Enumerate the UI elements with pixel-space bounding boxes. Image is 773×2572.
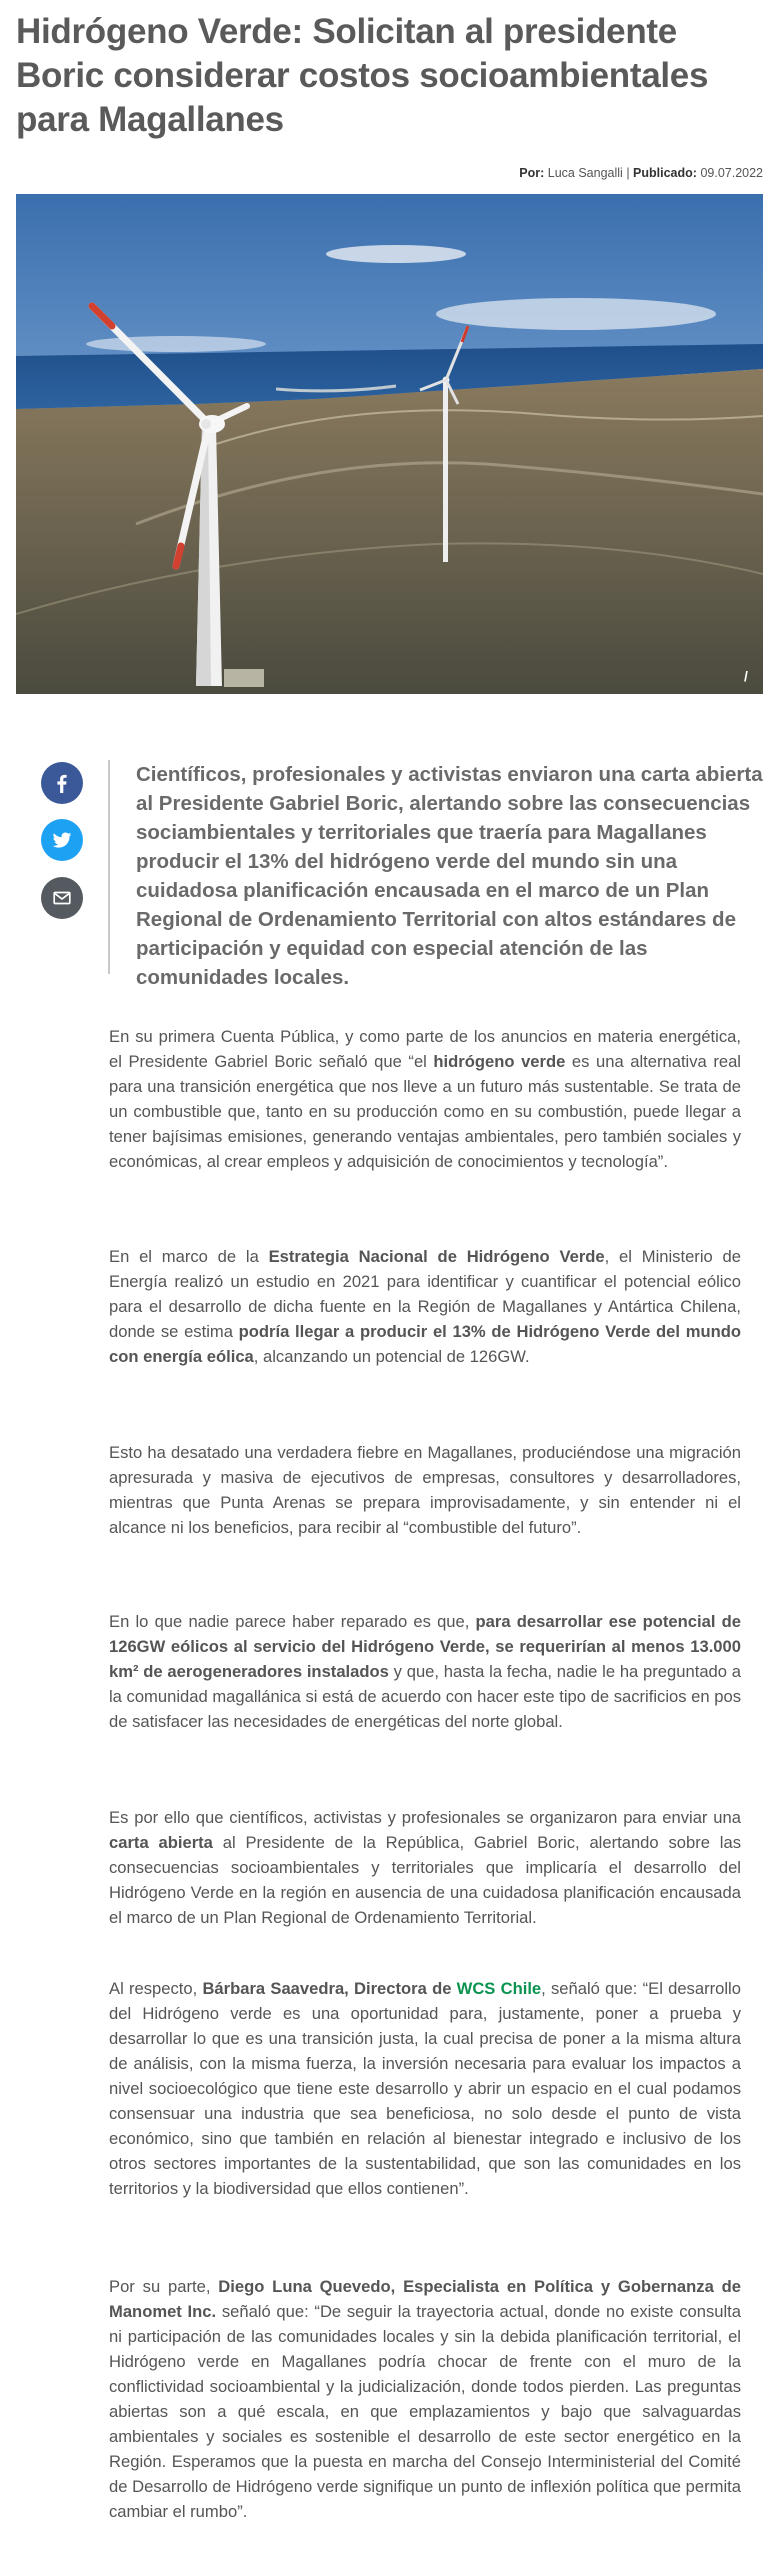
bold-run: para desarrollar ese potencial de 126GW eólicos al servicio del Hidrógeno Verde, se requerirían al menos 13.000 km² de aerogeneradores instalados <box>109 1612 741 1681</box>
paragraph-5 <box>109 1805 741 1930</box>
text-run: , señaló que: “El desarrollo del Hidrógeno verde es una oportunidad para, justamente, poner a prueba y desarrollar lo que es una transición justa, la cual precisa de poner a la misma altura de análisis, con la misma fuerza, la inversión necesaria para evaluar los impactos a nivel socioecológico que tiene este desarrollo y abrir un espacio en el cual podamos consensuar una industria que sea beneficiosa, no solo desde el punto de vista económico, sino que también en relación al bienestar integrado e inclusivo de los otros sectores importantes de la sustentabilidad, que son las comunidades en los territorios y la biodiversidad que ellos contienen”. <box>109 1979 741 2198</box>
article-title: Hidrógeno Verde: Solicitan al presidente Boric considerar costos socioambientales para Magallanes <box>16 12 709 139</box>
byline-separator: | <box>626 166 630 180</box>
text-run: Es por ello que científicos, activistas y profesionales se organizaron para enviar una <box>109 1808 741 1827</box>
facebook-share-button[interactable] <box>41 762 83 804</box>
author-label: Por: <box>519 166 545 180</box>
paragraph-6 <box>109 1976 741 2201</box>
byline <box>519 166 763 180</box>
lead-text: Científicos, profesionales y activistas enviaron una carta abierta al Presidente Gabriel Boric, alertando sobre las consecuencias sociambientales y territoriales que traería para Magallanes producir el 13% del hidrógeno verde del mundo sin una cuidadosa planificación encausada en el marco de un Plan Regional de Ordenamiento Territorial con altos estándares de participación y equidad con especial atención de las comunidades locales. <box>136 763 763 989</box>
twitter-share-button[interactable] <box>41 819 83 861</box>
text-run: señaló que: “De seguir la trayectoria actual, donde no existe consulta ni participación de las comunidades locales y sin la debida planificación territorial, el Hidrógeno verde en Magallanes podría chocar de frente con el muro de la conflictividad socioambiental y la judicialización, donde todos pierden. Las preguntas abiertas son a qué escala, en que emplazamientos y bajo que salvaguardas ambientales y sociales es sostenible el desarrollo de este sector energético en la Región. Esperamos que la puesta en marcha del Consejo Interministerial del Comité de Desarrollo de Hidrógeno verde signifique un punto de inflexión política que permita cambiar el rumbo”. <box>109 2302 741 2521</box>
text-run: al Presidente de la República, Gabriel Boric, alertando sobre las consecuencias socioambientales y territoriales que implicaría el desarrollo del Hidrógeno Verde en la región en ausencia de una cuidadosa planificación encausada el marco de un Plan Regional de Ordenamiento Territorial. <box>109 1833 742 1927</box>
text-run: Por su parte, <box>109 2277 219 2296</box>
email-share-button[interactable] <box>41 877 83 919</box>
paragraph-1 <box>109 1024 741 1174</box>
text-run: Al respecto, <box>109 1979 203 1998</box>
bold-run: Diego Luna Quevedo, Especialista en Política y Gobernanza de Manomet Inc. <box>109 2277 741 2321</box>
text-run: En su primera Cuenta Pública, y como parte de los anuncios en materia energética, el Presidente Gabriel Boric señaló que “el <box>109 1027 741 1071</box>
bold-run: Estrategia Nacional de Hidrógeno Verde <box>268 1247 605 1266</box>
text-run: , el Ministerio de Energía realizó un estudio en 2021 para identificar y cuantificar el potencial eólico para el desarrollo de dicha fuente en la Región de Magallanes y Antártica Chilena, donde se estima <box>109 1247 741 1341</box>
published-label: Publicado: <box>633 166 697 180</box>
paragraph-4 <box>109 1609 741 1734</box>
article-lead <box>108 760 763 989</box>
text-run: es una alternativa real para una transición energética que nos lleve a un futuro más sustentable. Se trata de un combustible que, tanto en su producción como en su combustión, puede llegar a tener bajísimas emisiones, generando ventajas ambientales, pero también sociales y económicas, al crear empleos y adquisición de conocimientos y tecnología”. <box>109 1052 741 1171</box>
text-run: , alcanzando un potencial de 126GW. <box>253 1347 530 1366</box>
wcs-chile-link[interactable]: WCS Chile <box>456 1979 542 1998</box>
image-caption-mark: / <box>744 668 748 684</box>
paragraph-2 <box>109 1244 741 1369</box>
paragraph-7 <box>109 2274 741 2524</box>
bold-run: carta abierta <box>109 1833 213 1852</box>
text-run: En lo que nadie parece haber reparado es que, <box>109 1612 476 1631</box>
published-date: 09.07.2022 <box>700 166 763 180</box>
hero-image <box>16 194 763 694</box>
email-icon <box>51 887 73 909</box>
bold-run: podría llegar a producir el 13% de Hidrógeno Verde del mundo con energía eólica <box>109 1322 741 1366</box>
text-run: Esto ha desatado una verdadera fiebre en Magallanes, produciéndose una migración apresurada y masiva de ejecutivos de empresas, consultores y desarrolladores, mientras que Punta Arenas se prepara improvisadamente, y sin entender ni el alcance ni los beneficios, para recibir al “combustible del futuro”. <box>109 1443 741 1537</box>
text-run: En el marco de la <box>109 1247 269 1266</box>
twitter-icon <box>51 829 73 851</box>
author-name[interactable]: Luca Sangalli <box>547 166 623 180</box>
facebook-icon <box>51 772 73 794</box>
bold-run: hidrógeno verde <box>433 1052 566 1071</box>
wind-turbines-photo <box>16 194 763 694</box>
text-run: y que, hasta la fecha, nadie le ha preguntado a la comunidad magallánica si está de acuerdo con hacer este tipo de sacrificios en pos de satisfacer las necesidades de energéticas del norte global. <box>109 1662 741 1731</box>
bold-run: Bárbara Saavedra, Directora de <box>202 1979 457 1998</box>
paragraph-3 <box>109 1440 741 1540</box>
